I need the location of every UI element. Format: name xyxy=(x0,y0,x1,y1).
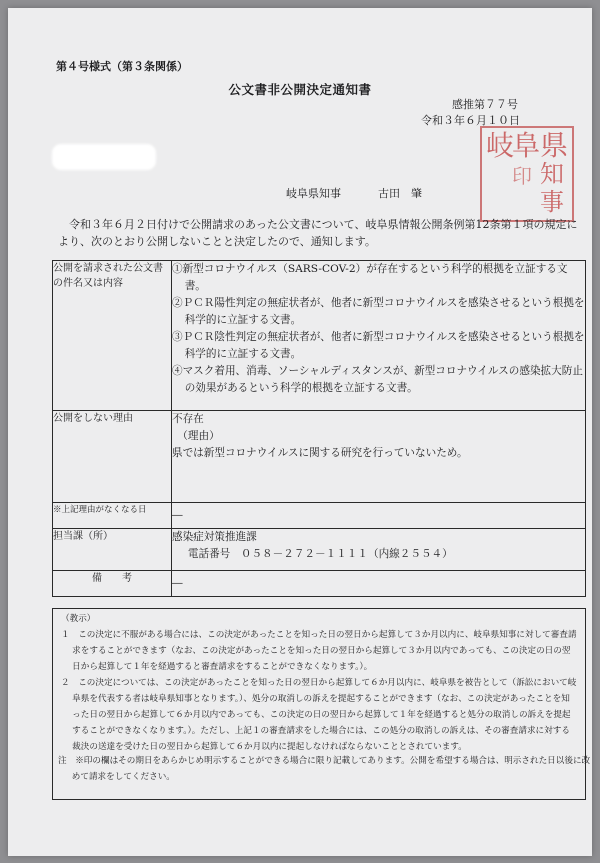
sender xyxy=(286,185,422,201)
row-label: ※上記理由がなくなる日 xyxy=(53,503,172,529)
seal-char: 事 xyxy=(540,188,564,216)
redacted-recipient xyxy=(52,144,156,170)
seal-char: 岐 xyxy=(486,129,515,162)
row-value: ― xyxy=(172,503,586,529)
list-item: ②ＰＣＲ陽性判定の無症状者が、他者に新型コロナウイルスを感染させるという根拠を科学的に立証する文書。 xyxy=(172,297,585,326)
seal-char: 印 xyxy=(512,164,532,188)
dept-phone: 電話番号 ０５８－２７２－１１１１（内線２５５４） xyxy=(187,548,453,560)
table-row xyxy=(53,411,586,503)
table-row xyxy=(53,529,586,571)
reason-line: （理由） xyxy=(177,430,220,442)
document-sheet xyxy=(8,8,592,856)
instructions-heading: （教示） xyxy=(61,614,96,624)
list-item: ③ＰＣＲ陰性判定の無症状者が、他者に新型コロナウイルスを感染させるという根拠を科学的に立証する文書。 xyxy=(172,331,585,360)
footnote: 注 ※印の欄はその期日をあらかじめ明示することができる場合に限り記載してあります。公開を希望する場合は、明示された日以後に改めて請求をしてください。 xyxy=(58,756,591,782)
list-item: ④マスク着用、消毒、ソーシャルディスタンスが、新型コロナウイルスの感染拡大防止の効果があるという科学的根拠を立証する文書。 xyxy=(172,365,583,394)
document-title: 公文書非公開決定通知書 xyxy=(228,82,372,97)
seal-char: 県 xyxy=(540,129,569,162)
dept-name: 感染症対策推進課 xyxy=(172,531,257,543)
seal-char: 知 xyxy=(540,160,564,188)
table-row xyxy=(53,503,586,529)
table-row xyxy=(53,261,586,411)
issue-date: 令和３年６月１０日 xyxy=(421,114,520,127)
row-label: 備 考 xyxy=(53,571,172,597)
row-label: 公開をしない理由 xyxy=(53,411,172,503)
decision-table xyxy=(52,260,586,597)
row-label: 公開を請求された公文書の件名又は内容 xyxy=(53,261,172,411)
reference-number: 感推第７７号 xyxy=(452,98,518,111)
sender-title: 岐阜県知事 xyxy=(286,187,341,200)
reason-line: 不存在 xyxy=(172,413,204,425)
row-value xyxy=(172,261,586,411)
instruction-item: ２ この決定については、この決定があったことを知った日の翌日から起算して６か月以内に、岐阜県を被告として（訴訟において岐阜県を代表する者は岐阜県知事となります。）、処分の取消しの訴えを提起することができます（なお、この決定があったことを知った日の翌日から起算して６か月以内であっても、この決定の日の翌日から起算して１年を経過すると処分の取消しの訴えを提起することができなくなります。）。ただし、上記１の審査請求をした場合には、この処分の取消しの訴えは、その審査請求に対する裁決の送達を受けた日の翌日から起算して６か月以内に提起しなければならないこととされています。 xyxy=(61,678,577,752)
instruction-item: １ この決定に不服がある場合には、この決定があったことを知った日の翌日から起算して３か月以内に、岐阜県知事に対して審査請求をすることができます（なお、この決定があったことを知った日の翌日から起算して３か月以内であっても、この決定の日の翌日から起算して１年を経過すると審査請求をすることができなくなります。）。 xyxy=(61,630,577,672)
row-value xyxy=(172,529,586,571)
row-label: 担当課（所） xyxy=(53,529,172,571)
notice-body: 令和３年６月２日付けで公開請求のあった公文書について、岐阜県情報公開条例第12条第１項の規定により、次のとおり公開しないことと決定したので、通知します。 xyxy=(58,218,578,248)
table-row xyxy=(53,571,586,597)
seal-char: 阜 xyxy=(512,129,541,162)
sender-name: 古田 肇 xyxy=(378,187,422,200)
reason-line: 県では新型コロナウイルスに関する研究を行っていないため。 xyxy=(172,447,468,459)
official-seal xyxy=(480,126,574,222)
row-value: ― xyxy=(172,571,586,597)
form-number: 第４号様式（第３条関係） xyxy=(56,60,188,73)
list-item: ①新型コロナウイルス（SARS-COV-2）が存在するという科学的根拠を立証する文書。 xyxy=(172,263,568,292)
row-value xyxy=(172,411,586,503)
